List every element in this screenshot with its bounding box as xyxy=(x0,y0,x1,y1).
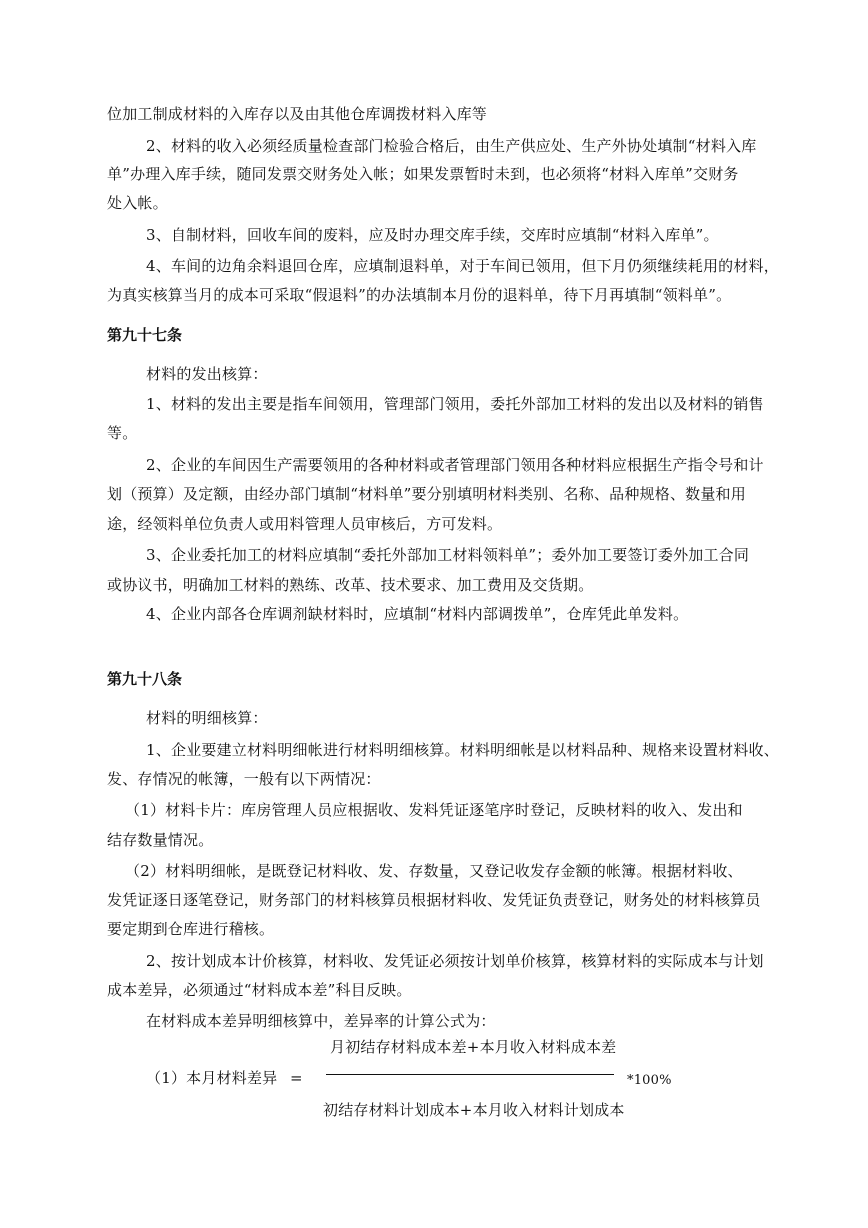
paragraph-line: 3、企业委托加工的材料应填制“委托外部加工材料领料单”；委外加工要签订委外加工合同 xyxy=(146,546,750,564)
formula-denominator: 初结存材料计划成本+本月收入材料计划成本 xyxy=(323,1101,625,1119)
formula-label: （1）本月材料差异 xyxy=(146,1069,278,1087)
paragraph-line: 单”办理入库手续，随同发票交财务处入帐；如果发票暂时未到，也必须将“材料入库单”交财务 xyxy=(107,165,739,183)
paragraph-line: 材料的发出核算： xyxy=(146,365,268,383)
paragraph-line: 2、材料的收入必须经质量检查部门检验合格后，由生产供应处、生产外协处填制“材料入库 xyxy=(146,137,757,155)
paragraph-line: 处入帐。 xyxy=(107,194,168,212)
paragraph-line: 3、自制材料，回收车间的废料，应及时办理交库手续，交库时应填制“材料入库单”。 xyxy=(146,226,719,244)
paragraph-line: 4、企业内部各仓库调剂缺材料时，应填制“材料内部调拨单”，仓库凭此单发料。 xyxy=(146,605,689,623)
paragraph-line: 发凭证逐日逐笔登记，财务部门的材料核算员根据材料收、发凭证负责登记，财务处的材料核算员 xyxy=(107,891,761,909)
paragraph-line: 途，经领料单位负责人或用料管理人员审核后，方可发料。 xyxy=(107,515,503,533)
formula-numerator: 月初结存材料成本差+本月收入材料成本差 xyxy=(330,1038,617,1056)
paragraph-line: 4、车间的边角余料退回仓库，应填制退料单，对于车间已领用，但下月仍须继续耗用的材料， xyxy=(146,257,779,275)
paragraph-line: 2、企业的车间因生产需要领用的各种材料或者管理部门领用各种材料应根据生产指令号和计 xyxy=(146,456,764,474)
article-heading: 第九十八条 xyxy=(107,670,183,688)
fraction-bar xyxy=(326,1074,614,1075)
paragraph-line: 结存数量情况。 xyxy=(107,831,214,849)
paragraph-line: 为真实核算当月的成本可采取“假退料”的办法填制本月份的退料单，待下月再填制“领料单”。 xyxy=(107,286,732,304)
paragraph-line: 在材料成本差异明细核算中，差异率的计算公式为： xyxy=(146,1012,496,1030)
paragraph-line: 成本差异，必须通过“材料成本差”科目反映。 xyxy=(107,981,412,999)
formula-equals: = xyxy=(290,1069,303,1087)
paragraph-line: 1、企业要建立材料明细帐进行材料明细核算。材料明细帐是以材料品种、规格来设置材料收、 xyxy=(146,741,779,759)
paragraph-line: 2、按计划成本计价核算，材料收、发凭证必须按计划单价核算，核算材料的实际成本与计划 xyxy=(146,952,764,970)
formula-multiplier: *100% xyxy=(627,1073,672,1088)
paragraph-line: 等。 xyxy=(107,424,138,442)
paragraph-line: 要定期到仓库进行稽核。 xyxy=(107,920,275,938)
paragraph-line: 1、材料的发出主要是指车间领用，管理部门领用，委托外部加工材料的发出以及材料的销售 xyxy=(146,395,764,413)
paragraph-line: 材料的明细核算： xyxy=(146,709,268,727)
paragraph-line: 发、存情况的帐簿，一般有以下两情况： xyxy=(107,770,381,788)
paragraph-line: 位加工制成材料的入库存以及由其他仓库调拨材料入库等 xyxy=(107,105,488,123)
paragraph-line: 或协议书，明确加工材料的熟练、改革、技术要求、加工费用及交货期。 xyxy=(107,576,594,594)
paragraph-line: 划（预算）及定额，由经办部门填制“材料单”要分别填明材料类别、名称、品种规格、数量和用 xyxy=(107,485,746,503)
paragraph-line: （2）材料明细帐，是既登记材料收、发、存数量，又登记收发存金额的帐簿。根据材料收、 xyxy=(125,862,743,880)
paragraph-line: （1）材料卡片：库房管理人员应根据收、发料凭证逐笔序时登记，反映材料的收入、发出和 xyxy=(125,801,743,819)
article-heading: 第九十七条 xyxy=(107,326,183,344)
